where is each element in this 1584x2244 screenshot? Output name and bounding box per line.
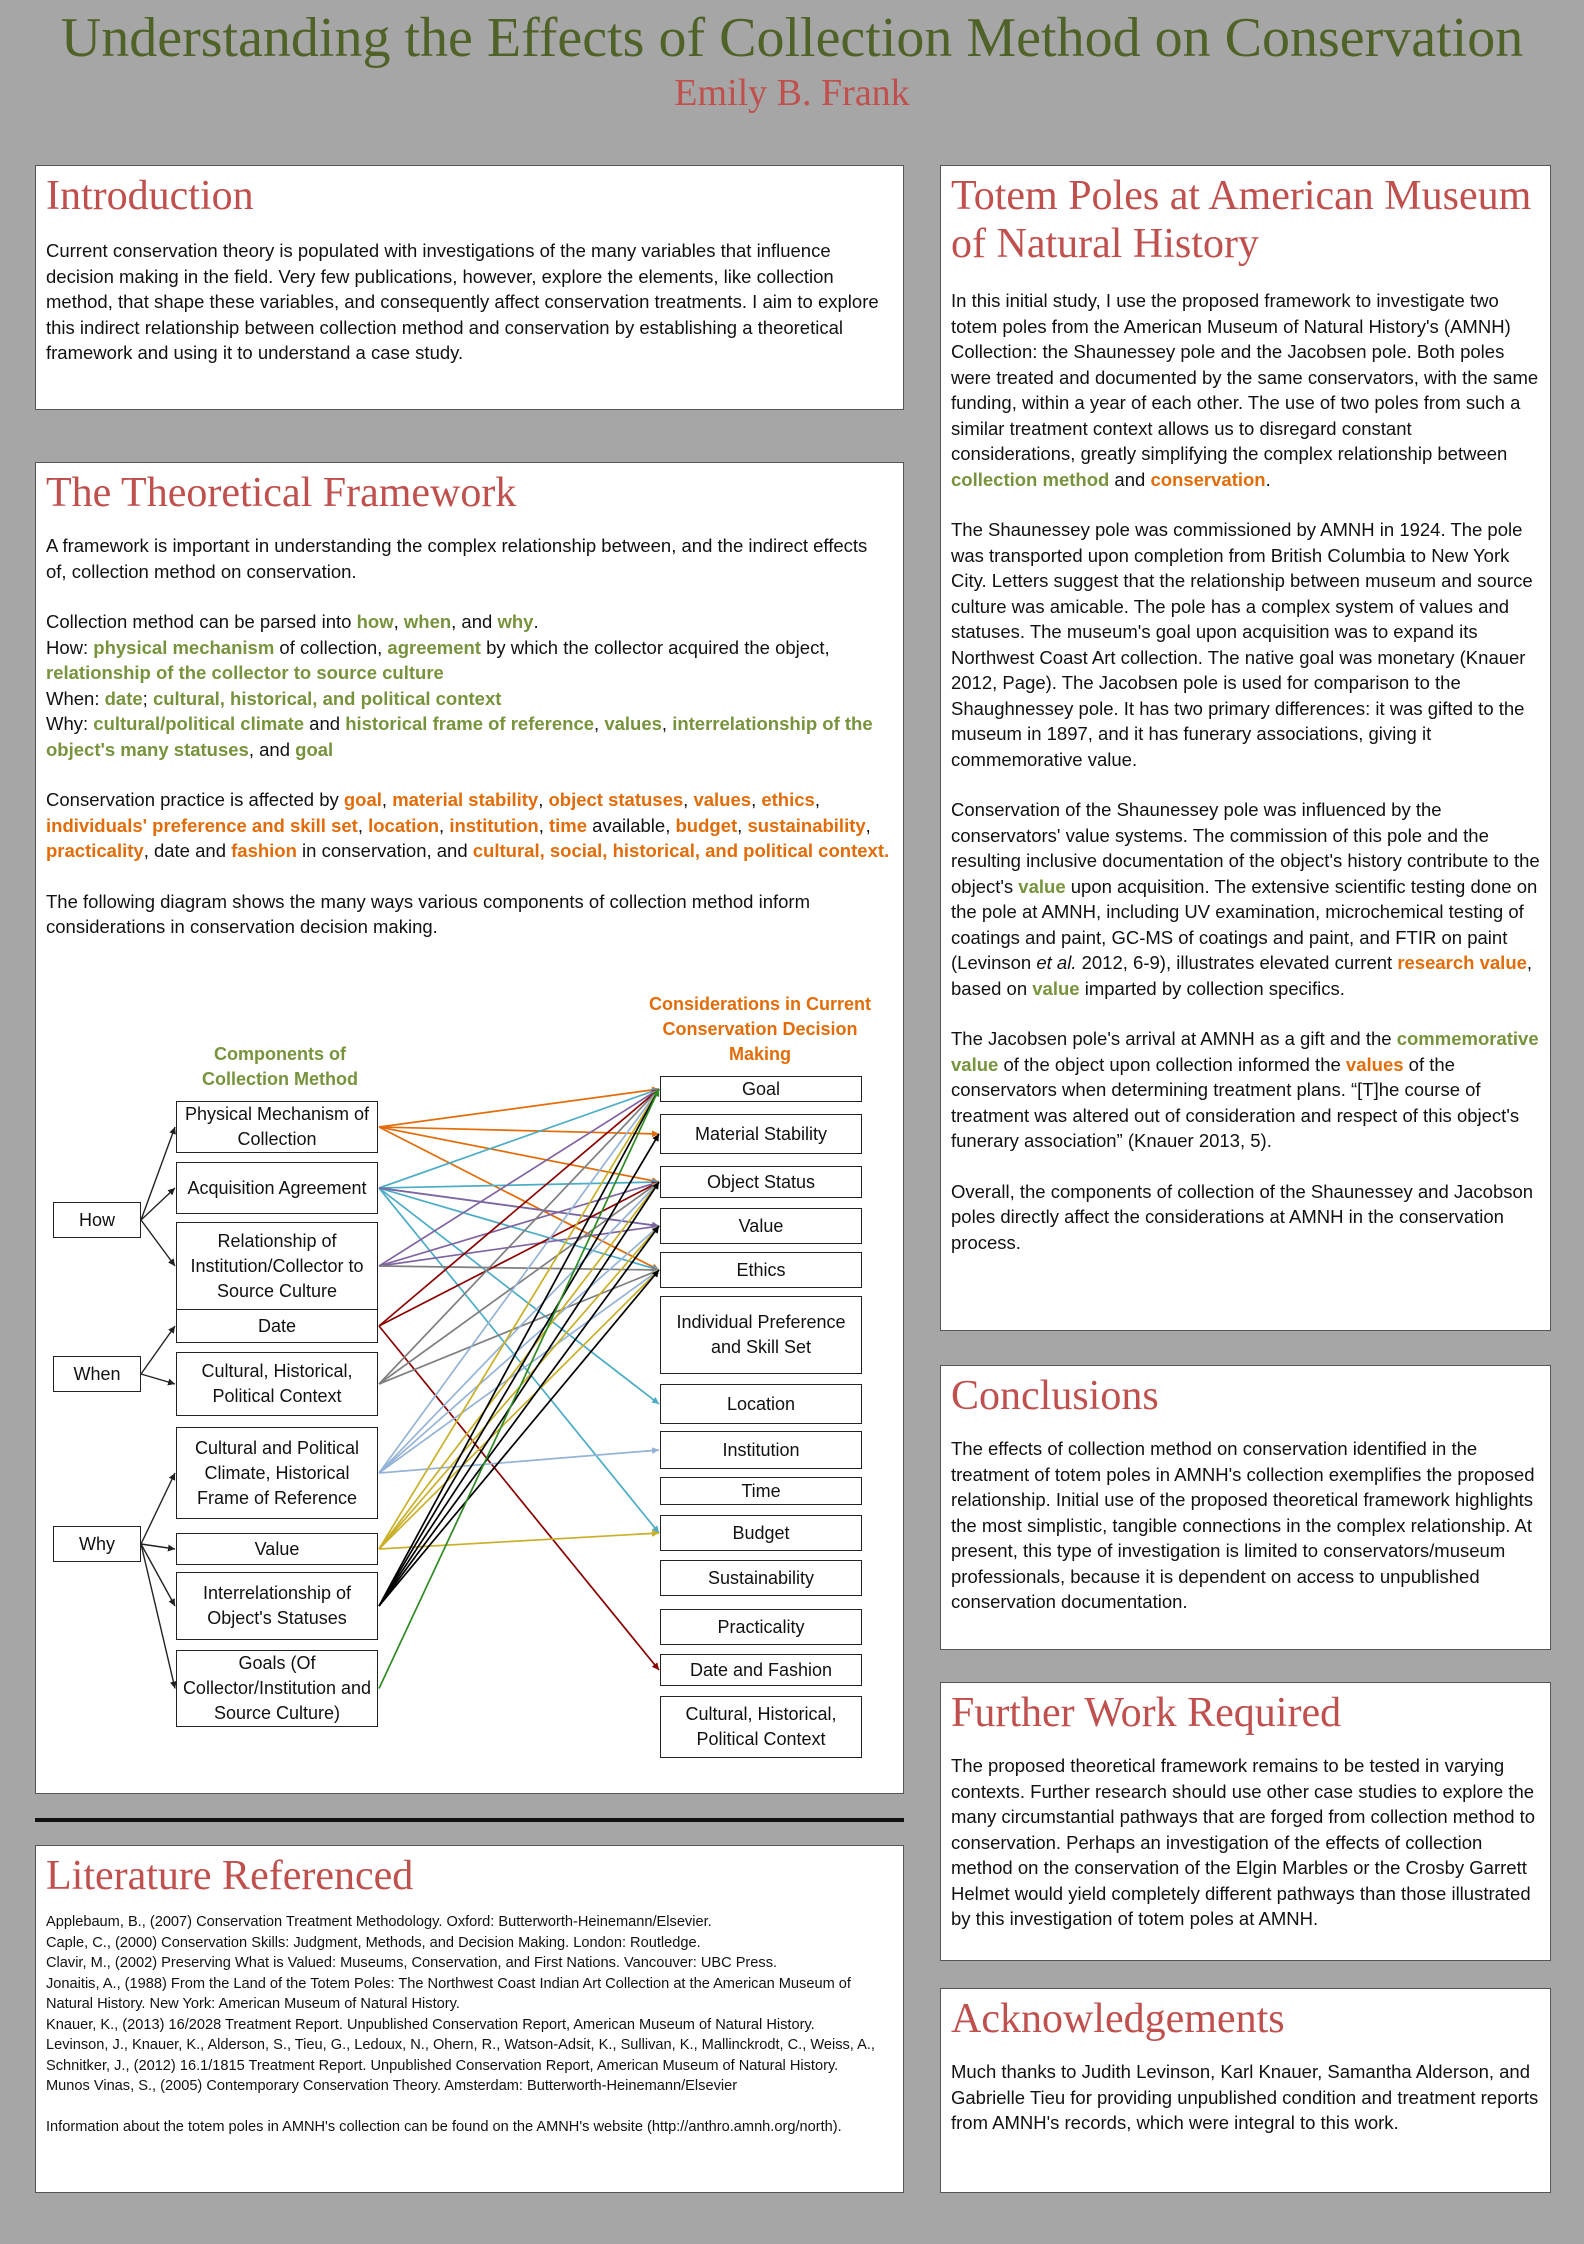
component-box: Value — [176, 1533, 378, 1565]
consideration-box: Practicality — [660, 1609, 862, 1645]
consideration-box: Object Status — [660, 1166, 862, 1198]
framework-intro: A framework is important in understanding the complex relationship between, and the indirect effects of, collection method on conservation. — [46, 535, 868, 582]
totem-paragraph-3: Conservation of the Shaunessey pole was influenced by the conservators' value systems. The commission of this pole and the resulting inclusive documentation of the object's history contribute to the object's value upon acquisition. The extensive scientific testing done on the pole at AMNH, including UV examination, microchemical testing of coatings and paint, GC-MS of coatings and paint, and FTIR on paint (Levinson et al. 2012, 6-9), illustrates elevated current research value, based on value imparted by collection specifics. — [951, 799, 1540, 999]
conclusions-section — [940, 1365, 1551, 1650]
consideration-box: Date and Fashion — [660, 1654, 862, 1686]
totem-paragraph-2: The Shaunessey pole was commissioned by AMNH in 1924. The pole was transported upon completion from British Columbia to New York City. Letters suggest that the relationship between museum and source culture was amicable. The pole has a complex system of values and statuses. The museum's goal upon acquisition was to expand its Northwest Coast Art collection. The native goal was monetary (Knauer 2012, Page). The Jacobsen pole is used for comparison to the Shaughnessey pole. It has two primary differences: it was gifted to the museum in 1897, and it has funerary associations, giving it commemorative value. — [951, 519, 1533, 770]
totem-paragraph-5: Overall, the components of collection of the Shaunessey and Jacobson poles directly affect the considerations at AMNH in the conservation process. — [951, 1180, 1534, 1253]
how-line: How: physical mechanism of collection, agreement by which the collector acquired the object, relationship of the collector to source culture — [46, 636, 830, 683]
reference-item: Levinson, J., Knauer, K., Alderson, S., Tieu, G., Ledoux, N., Ohern, R., Watson-Adsit, K., Sullivan, K., Mallinckrodt, C., Weiss, A., Schnitker, J., (2012) 16.1/1815 Treatment Report. Unpublished Conservation Report, American Museum of Natural History. — [46, 2037, 875, 2074]
reference-item: Clavir, M., (2002) Preserving What is Valued: Museums, Conservation, and First Nations. Vancouver: UBC Press. — [46, 1955, 778, 1971]
poster-title: Understanding the Effects of Collection Method on Conservation — [60, 7, 1524, 69]
introduction-section — [35, 165, 904, 410]
reference-item: Jonaitis, A., (1988) From the Land of the Totem Poles: The Northwest Coast Indian Art Collection at the American Museum of Natural History. New York: American Museum of Natural History. — [46, 1975, 851, 2012]
component-box: Physical Mechanism of Collection — [176, 1101, 378, 1153]
consideration-box: Time — [660, 1477, 862, 1505]
further-work-heading: Further Work Required — [951, 1690, 1342, 1736]
diagram-right-heading: Considerations in Current Conservation Decision Making — [648, 994, 872, 1064]
literature-section — [35, 1845, 904, 2193]
introduction-heading: Introduction — [46, 173, 254, 219]
reference-item: Caple, C., (2000) Conservation Skills: Judgment, Methods, and Decision Making. London: Routledge. — [46, 1934, 701, 1951]
component-box: Goals (Of Collector/Institution and Source Culture) — [176, 1650, 378, 1727]
reference-item: Knauer, K., (2013) 16/2028 Treatment Report. Unpublished Conservation Report, American Museum of Natural History. — [46, 2016, 815, 2033]
component-box: Interrelationship of Object's Statuses — [176, 1572, 378, 1640]
consideration-box: Individual Preference and Skill Set — [660, 1296, 862, 1374]
acknowledgements-body: Much thanks to Judith Levinson, Karl Knauer, Samantha Alderson, and Gabrielle Tieu for providing unpublished condition and treatment reports from AMNH's records, which were integral to this work. — [951, 2061, 1539, 2133]
further-work-body: The proposed theoretical framework remains to be tested in varying contexts. Further research should use other case studies to explore the many circumstantial pathways that are forged from collection method to conservation. Perhaps an investigation of the effects of collection method on the conservation of the Elgin Marbles or the Crosby Garrett Helmet would yield completely different pathways than those illustrated by this investigation of totem poles at AMNH. — [951, 1755, 1536, 1929]
consideration-box: Budget — [660, 1515, 862, 1551]
totem-paragraph-4: The Jacobsen pole's arrival at AMNH as a gift and the commemorative value of the object upon collection informed the values of the conservators when determining treatment plans. “[T]he course of treatment was altered out of consideration and respect of this object's funerary association” (Knauer 2013, 5). — [951, 1028, 1539, 1151]
consideration-box: Material Stability — [660, 1114, 862, 1154]
group-box-when: When — [53, 1356, 141, 1392]
diagram-intro: The following diagram shows the many ways various components of collection method inform considerations in conservation decision making. — [46, 890, 811, 937]
literature-heading: Literature Referenced — [46, 1853, 414, 1899]
conservation-practice-paragraph: Conservation practice is affected by goal, material stability, object statuses, values, ethics, individuals' preference and skill set, location, institution, time available, budget, sustainability, practicality, date and fashion in conservation, and cultural, social, historical, and political context. — [46, 789, 890, 861]
consideration-box: Goal — [660, 1076, 862, 1102]
component-box: Cultural, Historical, Political Context — [176, 1352, 378, 1416]
component-box: Cultural and Political Climate, Historical Frame of Reference — [176, 1427, 378, 1519]
amnh-website-note: Information about the totem poles in AMNH's collection can be found on the AMNH's website (http://anthro.amnh.org/north). — [46, 2118, 842, 2135]
conclusions-heading: Conclusions — [951, 1373, 1159, 1419]
component-box: Date — [176, 1309, 378, 1343]
totem-poles-section — [940, 165, 1551, 1331]
acknowledgements-section — [940, 1988, 1551, 2193]
poster-author: Emily B. Frank — [674, 72, 910, 114]
consideration-box: Institution — [660, 1431, 862, 1469]
consideration-box: Location — [660, 1384, 862, 1424]
group-box-why: Why — [53, 1526, 141, 1562]
group-box-how: How — [53, 1202, 141, 1238]
component-box: Relationship of Institution/Collector to Source Culture — [176, 1222, 378, 1310]
totem-heading: Totem Poles at American Museum of Natural History — [951, 173, 1532, 267]
reference-item: Applebaum, B., (2007) Conservation Treatment Methodology. Oxford: Butterworth-Heinemann/Elsevier. — [46, 1914, 712, 1930]
conclusions-body: The effects of collection method on conservation identified in the treatment of totem poles in AMNH's collection exemplifies the proposed relationship. Initial use of the proposed theoretical framework highlights the most simplistic, tangible connections in the complex relationship. At present, this type of investigation is limited to conservators/museum professionals, because it is dependent on access to unpublished conservation documentation. — [951, 1438, 1535, 1612]
reference-item: Munos Vinas, S., (2005) Contemporary Conservation Theory. Amsterdam: Butterworth-Heinemann/Elsevier — [46, 2078, 738, 2094]
further-work-section — [940, 1682, 1551, 1961]
diagram-left-heading: Components of Collection Method — [202, 1044, 358, 1089]
when-line: When: date; cultural, historical, and political context — [46, 687, 502, 709]
component-box: Acquisition Agreement — [176, 1162, 378, 1214]
collection-method-line: Collection method can be parsed into how, when, and why. — [46, 611, 539, 632]
totem-paragraph-1: In this initial study, I use the proposed framework to investigate two totem poles from the American Museum of Natural History's (AMNH) Collection: the Shaunessey pole and the Jacobsen pole. Both poles were treated and documented by the same conservators, with the same funding, within a year of each other. The use of two poles from such a similar treatment context allows us to disregard constant considerations, greatly simplifying the complex relationship between collection method and conservation. — [951, 290, 1539, 490]
why-line: Why: cultural/political climate and historical frame of reference, values, interrelationship of the object's many statuses, and goal — [46, 713, 873, 760]
acknowledgements-heading: Acknowledgements — [951, 1996, 1285, 2042]
section-divider — [35, 1818, 904, 1822]
consideration-box: Ethics — [660, 1252, 862, 1288]
framework-heading: The Theoretical Framework — [46, 470, 517, 516]
reference-list — [46, 1912, 893, 2097]
consideration-box: Sustainability — [660, 1560, 862, 1596]
consideration-box: Cultural, Historical, Political Context — [660, 1696, 862, 1758]
consideration-box: Value — [660, 1208, 862, 1244]
introduction-body: Current conservation theory is populated with investigations of the many variables that influence decision making in the field. Very few publications, however, explore the elements, like collection method, that shape these variables, and consequently affect conservation treatments. I aim to explore this indirect relationship between collection method and conservation by establishing a theoretical framework and using it to understand a case study. — [46, 240, 879, 363]
